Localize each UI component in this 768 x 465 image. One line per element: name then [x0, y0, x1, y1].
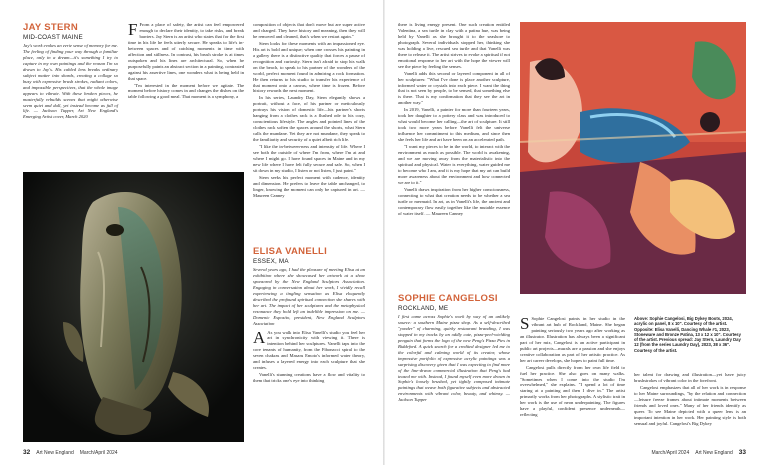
elisa-body-paragraph: A As you walk into Elisa Vanelli's studio you feel her art in synchronicity with viewing it. There is intention behind her sculptures. Vanelli taps into the core tenants of humanity, from the Fibonacci spiral to the seven chakras and Masaru Emoto's informed water theory, and infuses a layered energy into each sculpture that she creates.	[253, 327, 365, 371]
drop-cap-s: S	[520, 314, 530, 333]
jay-body-paragraph: "I'm interested in the moment before we agitate. The moment before history comes in and changes the dishes on the table following a good meal. That moment is a symphony, a	[128, 82, 244, 100]
left-magazine-name: Art New England	[36, 449, 74, 456]
jay-stern-name: JAY STERN	[23, 22, 78, 33]
jay-body-column-2	[253, 22, 365, 234]
elisa-body-paragraph: Vanelli draws inspiration from her higher consciousness, connecting to what that creation needs to be whether a sea turtle or mermaid. In art, as in Vanelli's life, the ancient and contemporary flow easily together like the mutable essence of water itself. — Maureen Canney	[398, 186, 510, 216]
jay-intro-column	[23, 22, 118, 121]
jay-body-paragraph: Stern seeks his perfect moment with cadence, identity and dimension. He prefers to leave the table unchanged, to linger, knowing the moment can only be captured in art. — Maureen Canney	[253, 174, 365, 198]
elisa-vanelli-sculpture-photo	[23, 172, 244, 442]
caption-lead: Above: Sophie Cangelosi, Big Dykey Boots, 2024,	[634, 316, 733, 321]
left-page-number: 32	[23, 449, 31, 456]
elisa-body-paragraph: Vanelli adds this second or layered component in all of her sculptures: "What I've done is place another sculpture, informed water or crystals into each piece. I want the thing that is not seen by people, to be sensed, that something else is there. That is my confirmation that they see the art in another way."	[398, 70, 510, 106]
left-issue-date: March/April 2024	[79, 449, 118, 456]
sophie-body-paragraph: S Sophie Cangelosi paints in her studio in the vibrant art hub of Rockland, Maine. She began painting seriously two years ago after working as an illustrator. Illustration has always been a significant part of her mix, Cangelosi is an active participant in public art projects—murals are a passion and she enjoys creative collaboration as part of her artistic practice. As her art career develops, she hopes to paint full time.	[520, 314, 625, 363]
sophie-body-column	[520, 316, 625, 419]
elisa-column	[253, 246, 365, 385]
right-magazine-name: Art New England	[695, 449, 733, 456]
sophie-body-paragraph: Cangelosi pulls directly from her own life field to fuel her practice. She also goes on many walks. "Sometimes when I come into the studio I'm overwhelmed," she explains. "I spend a lot of time staring at a painting and then I dive in." The artist primarily works from her photographs. A stylistic trait in her work is the use of neon underpainting. The figures have a playful, confident presence underneath—reflecting	[520, 364, 625, 418]
elisa-body-paragraph: In 2019, Vanelli, a painter for more than fourteen years, took her daughter to a pottery class and was introduced to what would become her calling—the art of sculpture. It still took two more years before Vanelli felt the universe influence her commitment to this medium, and since then she feels her life and art have been on an accelerated path.	[398, 107, 510, 143]
caption-body: acrylic on panel, 8 x 10". Courtesy of the artist. Opposite: Elisa Vanelli, Dancing Whale #1, 2023, Stoneware and Bronze Patina, 13 x 12 x 10". Courtesy of the artist. Previous spread: Jay Stern, Laundry Day 12 (from the series Laundry Day), 2023, 38 x 36". Courtesy of the artist.	[634, 321, 741, 353]
sophie-body-column-2	[634, 372, 746, 428]
jay-body-paragraph: "I like the in-between-ness and intensity of life. Where I see both the outside of where I'm from, where I'm at and where I might go. I have found spaces in Maine and in my new life where I have felt fully secure and safe. So, when I sit down in my studio, I listen or not listen, I just paint."	[253, 144, 365, 173]
elisa-body-paragraph: Vanelli's stunning creations have a flow and vitality to them that tricks one's eye into thinking	[253, 372, 365, 384]
whale-sculpture-image	[23, 172, 244, 442]
right-issue-date: March/April 2024	[651, 449, 690, 456]
right-page-number: 33	[738, 449, 746, 456]
elisa-vanelli-location: ESSEX, MA	[253, 258, 289, 265]
painting-image	[520, 22, 746, 294]
sophie-intro-column	[398, 293, 510, 404]
sophie-cangelosi-quote: I first came across Sophie's work by way of an unlikely source: a southern Maine pizza shop. As a self-described "yonder" of charming, quirky restaurant branding, I was stopped in my tracks by an oddly cute, pizza-peel-wielding penguin that forms the logo of the new Peng's Pizza Pies in Biddeford. A quick search for a credited designer led me to the colorful and calming world of its creator, whose impressive portfolio of expressive acrylic paintings was a surprising discovery given that I was expecting to find more of the line-drawn commercial illustration that Peng's had teased me with. Instead, I found myself even more drawn in Sophie's loosely brushed, yet tightly composed intimate paintings that weave both figurative subjects and abstracted environments with vibrant color, beauty, and whimsy. — Jackson Tupper	[398, 314, 510, 403]
jay-stern-quote: Jay's work evokes an eerie sense of memory for me. The feeling of finding your way through a familiar place, only in a dream—it's something I try to capture in my own paintings and the reason I'm so drawn to Jay's. His cabled lens breaks ordinary subject matter into shards, creating a collage so busy with expressive brush strokes, radiant colors, and impossible perspectives, that the whole image appears to vibrate. With these broken pieces, he masterfully rebuilds scenes that might otherwise seem quiet and dull, yet instead become as full of life. — Jackson Tupper, Art New England's Emerging Artist cover, March 2020	[23, 43, 118, 120]
drop-cap-a: A	[253, 327, 266, 347]
elisa-body-paragraph: there is living energy present. One such creation entitled Valentina, a sea turtle in clay with a patina hue, was being held by Vanelli as she brought it to the seashore to photograph. Several individuals stopped her, thinking she was holding a live, rescued sea turtle and that Vanelli was there to release it. The artist strives to evoke a spiritual if not emotional response to her art with the hope the viewer will see the piece by feeling the senses.	[398, 22, 510, 69]
jay-body-paragraph: In his series, Laundry Day, Stern elegantly shows a portrait, without a face, of his partner or meticulously portrays his vision of domestic life—his partner's shorts hanging from a clothes rack is a flushed ode to his cozy, conscientious lifestyle. The angles and pointed lines of the clothes rack soften the spaces around the shorts, what Stern calls the mundane. Yet they are not mundane, they speak to the familiarity and security of a quiet albeit rich life.	[253, 95, 365, 143]
jay-stern-location: MID-COAST MAINE	[23, 34, 83, 41]
sophie-body-paragraph: her talent for drawing and illustration—yet have juicy brushstrokes of vibrant color in the forefront.	[634, 372, 746, 383]
drop-cap-f: F	[128, 20, 138, 39]
elisa-body-paragraph: "I want my pieces to be in the world, to interact with the environment as much as possible. The world is awakening, and we are moving away from the materialistic into the spiritual and physical. Water is everything, water guided me to become who I am, and it is my hope that my art can build more awareness about the environment and how connected we are to it."	[398, 144, 510, 185]
jay-body-column-1	[128, 22, 244, 101]
sophie-cangelosi-name: SOPHIE CANGELOSI	[398, 293, 498, 304]
left-folio	[23, 449, 118, 456]
sophie-body-paragraph: Cangelosi emphasizes that all of her work is in response to her Maine surroundings, "by the relation and connection—leisure freeze frames about intimate moments between friends and loved ones." Many of her friends identify as queer. To see Maine depicted with a queer lens is an important intention in her work. Her painting style is both sensual and joyful. Cangelosi's Big Dykey	[634, 384, 746, 426]
elisa-vanelli-name: ELISA VANELLI	[253, 246, 328, 257]
jay-body-paragraph: F From a place of safety, the artist can feel empowered enough to declare their identity, to take risks, and break barriers. Jay Stern is an artist who states that for the first time in his life he feels utterly secure. He speaks to life's in-between spaces and of catching moments in time with affection and stillness. In contrast, his brush stroke is at times outspoken and his lines are architectural. So, when he purposefully paints an abstract section in a painting, contrasted against his assertive lines, one wonders what is being held in that space.	[128, 20, 244, 81]
elisa-vanelli-quote: Several years ago, I had the pleasure of meeting Elisa at an exhibition where she showcased her artwork at a show sponsored by the New England Sculptors Association. Engaging in conversation about her work, I vividly recall experiencing a tingling sensation as Elisa eloquently described the profound spiritual connection she shares with her art. The impact of her sculptures and the metaphysical resonance they hold left an indelible impression on me. — Domenic Esposito, president, New England Sculptors Association	[253, 267, 365, 326]
sophie-cangelosi-painting	[520, 22, 746, 294]
jay-body-paragraph: Stern looks for these moments with an impassioned eye. His art is bold and unique; when one crosses his painting in a gallery there is a distinctive quality that forces a pause of recognition and curiosity. Stern isn't afraid to stop his walk on the beach, to speak to his partner of the wonders of the world, perfect moment found in admiring a rock formation. He then returns to his studio to transfer his experience of that moment onto a canvas, where time is frozen. Before history rewards the next moment.	[253, 40, 365, 94]
image-caption	[634, 316, 746, 353]
sophie-cangelosi-location: ROCKLAND, ME	[398, 305, 449, 312]
elisa-continued-column	[398, 22, 510, 284]
right-folio	[651, 449, 746, 456]
spine-gutter	[383, 0, 385, 465]
jay-body-paragraph: composition of objects that don't move but are super active and charged. They have history and meaning, then they will be removed and cleaned, that's when we restart again."	[253, 22, 365, 39]
